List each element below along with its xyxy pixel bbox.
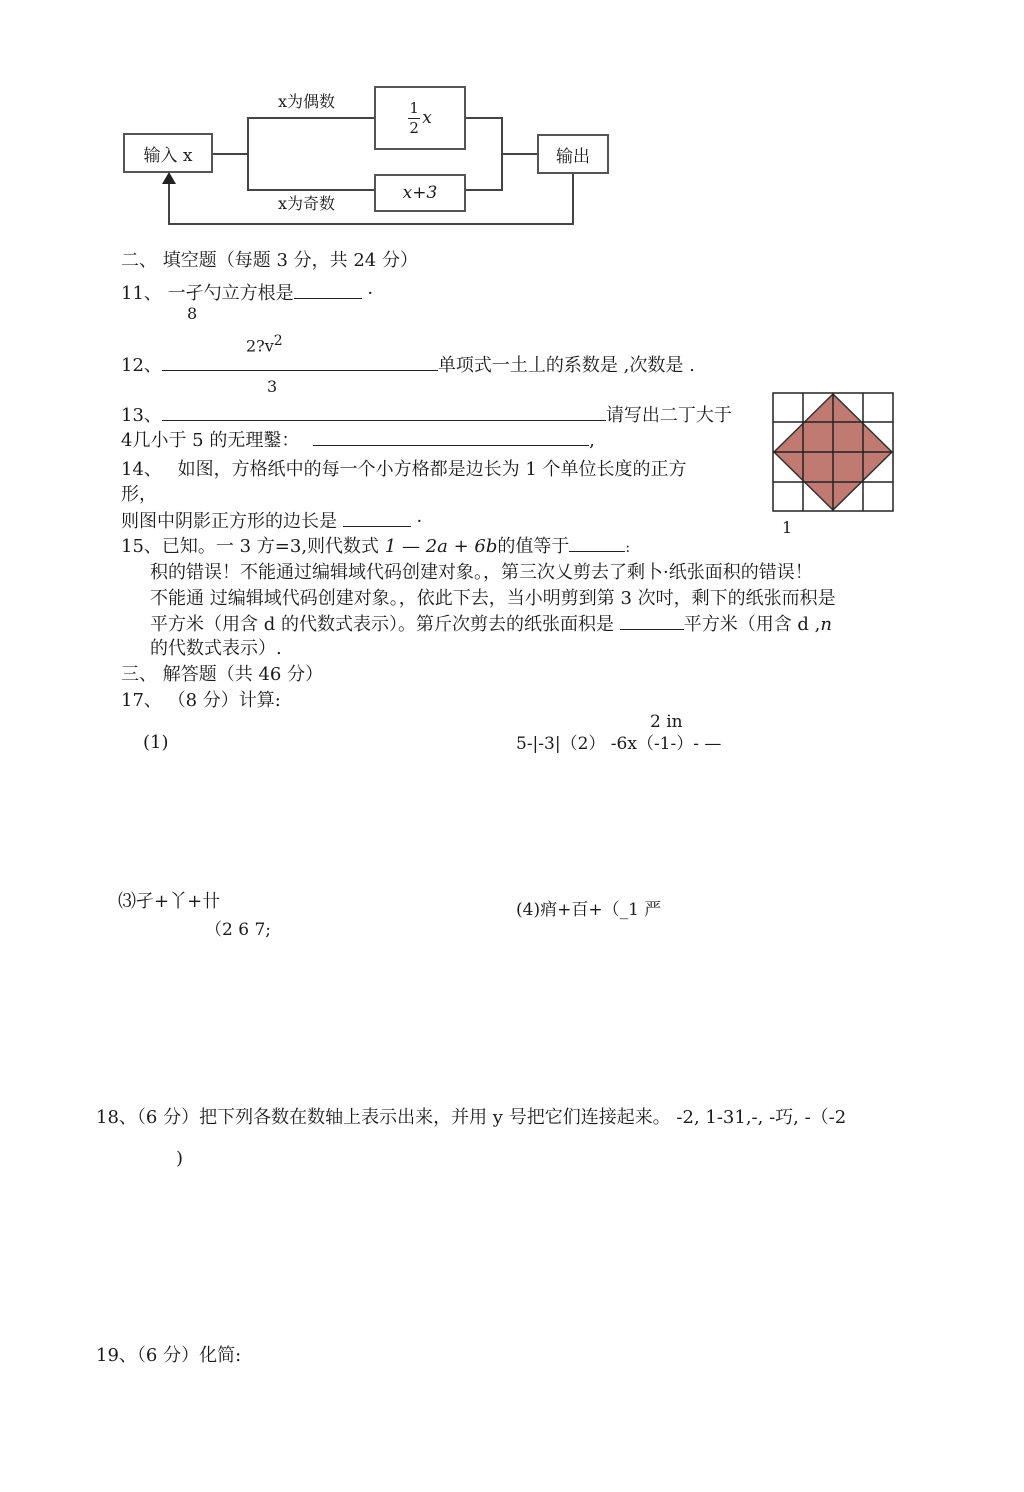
connector — [247, 117, 249, 190]
odd-branch-label: x为奇数 — [278, 194, 336, 213]
even-op-variable: x — [422, 108, 432, 128]
question-16-line-2: 不能通 过编辑域代码创建对象。，依此下去，当小明剪到第 3 次吋，剩下的纸张而积是 — [150, 588, 836, 609]
section-3-heading: 三、 解答题（共 46 分） — [121, 664, 324, 685]
grid-lines — [773, 393, 893, 511]
q17-part-4: (4)痟+百+（_1 严 — [516, 900, 662, 920]
even-operation-box — [374, 86, 466, 150]
question-16-line-3: 平方米（用含 d 的代数式表示）。第斤次剪去的纸张面积是 平方米（用含 d ,n — [150, 614, 832, 635]
question-17-title: 17、 （8 分）计算: — [121, 690, 281, 711]
answer-blank — [313, 429, 589, 446]
question-14-line-2: 形， — [121, 484, 157, 505]
question-14-line-3: 则图中阴影正方形的边长是 · — [121, 511, 423, 532]
question-13-line-2: 4几小于 5 的无理鑿： , — [121, 430, 595, 451]
connector — [213, 153, 248, 155]
q17-part-2-superscript: 2 in — [650, 712, 683, 732]
q12-numerator: $2?v^2$ — [246, 333, 283, 356]
figure-caption: 1 — [782, 518, 793, 537]
answer-blank — [620, 613, 684, 630]
question-11: 11、 一孑勺立方根是 · — [121, 283, 374, 304]
question-15: 15、已知。一 3 方=3,则代数式 1 — 2a + 6b的值等于 : — [121, 536, 631, 557]
question-16-line-4: 的代数式表示）. — [150, 638, 282, 659]
connector — [466, 117, 502, 119]
connector — [466, 189, 502, 191]
q17-part-3-denominators: （2 6 7; — [205, 920, 271, 940]
algebraic-expression: 1 — 2a + 6b — [384, 536, 498, 557]
q12-denominator: 3 — [267, 377, 278, 396]
question-18: 18、（6 分）把下列各数在数轴上表示出来，并用 y 号把它们连接起来。 -2, 1-31,-, -巧, -（-2 — [96, 1107, 847, 1128]
odd-operation-box — [374, 174, 466, 212]
input-box — [123, 133, 213, 173]
question-12: 12、 单项式一土丄的系数是 ,次数是 . — [121, 355, 695, 376]
connector — [501, 153, 537, 155]
answer-blank — [162, 404, 606, 421]
output-box — [537, 134, 609, 174]
answer-blank — [343, 510, 411, 527]
section-2-heading: 二、 填空题（每题 3 分，共 24 分） — [121, 250, 418, 271]
answer-blank — [162, 354, 438, 371]
answer-blank — [569, 535, 625, 552]
q17-part-3: ⑶孑+丫+卄 — [118, 891, 221, 912]
feedback-connector — [168, 184, 170, 224]
question-14: 14、 如图，方格纸中的每一个小方格都是边长为 1 个单位长度的正方 — [121, 459, 687, 480]
feedback-connector — [572, 174, 574, 224]
feedback-connector — [168, 223, 574, 225]
connector — [247, 117, 374, 119]
arrow-up-icon — [162, 172, 176, 184]
question-13: 13、 请写出二丁大于 — [121, 405, 732, 426]
question-18-line-2: ) — [176, 1148, 184, 1169]
output-label: 输出 — [556, 146, 590, 167]
half-fraction: $\frac{1}{2}$ — [409, 98, 419, 137]
grid-figure — [772, 392, 894, 512]
q17-part-1: (1) — [143, 732, 169, 753]
input-label: 输入 x — [143, 145, 193, 166]
answer-blank — [294, 282, 362, 299]
even-branch-label: x为偶数 — [278, 92, 336, 111]
q17-part-2: 5-|-3|（2） -6x（-1-）- — — [516, 734, 722, 754]
odd-operation: x+3 — [402, 183, 438, 203]
connector — [247, 189, 374, 191]
q11-denominator: 8 — [187, 304, 198, 323]
question-19: 19、（6 分）化简: — [96, 1345, 242, 1366]
question-16-line-1: 积的错误！不能通过编辑域代码创建对象。，第三次乂剪去了剩卜·纸张面积的错误！ — [150, 562, 813, 583]
